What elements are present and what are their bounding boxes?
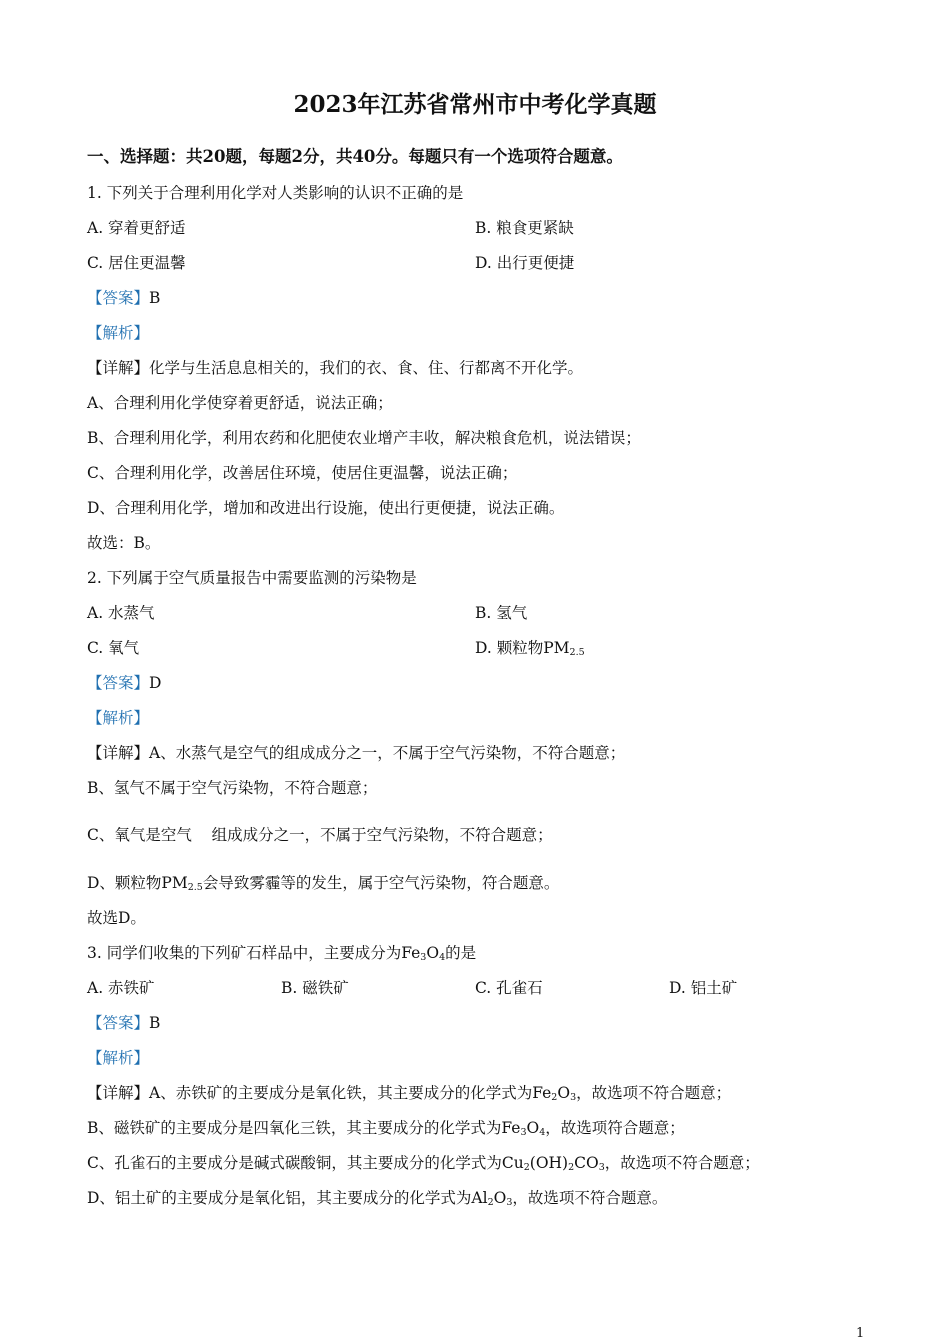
q3-option-c: C. 孔雀石: [475, 979, 543, 997]
q3-stem-post: 的是: [445, 944, 477, 962]
q3-option-d: D. 铝土矿: [669, 979, 738, 997]
q3-stem-sub2: 4: [439, 952, 446, 963]
q2-option-d-sub: 2.5: [569, 647, 585, 658]
answer-tag: 【答案】: [87, 289, 150, 307]
q3-explain-b-sub: 3: [520, 1127, 527, 1138]
q1-answer-value: B: [149, 289, 161, 307]
q2-analysis-tag: 【解析】: [87, 709, 150, 727]
answer-tag: 【答案】: [87, 1014, 150, 1032]
q3-explain-b-o: O: [526, 1119, 540, 1137]
q3-explain-c-sub: 2: [568, 1162, 575, 1173]
page-number: 1: [856, 1326, 865, 1341]
q2-detail-line: [87, 743, 625, 763]
question-3-stem: [87, 943, 476, 963]
q3-explain-b-text: B、磁铁矿的主要成分是四氧化三铁，其主要成分的化学式为Fe: [87, 1119, 521, 1137]
q1-explain-b: B、合理利用化学，利用农药和化肥使农业增产丰收，解决粮食危机，说法错误；: [87, 429, 641, 447]
q1-explain-a: A、合理利用化学使穿着更舒适，说法正确；: [87, 394, 393, 412]
q1-option-c: C. 居住更温馨: [87, 254, 186, 272]
q3-stem-sub1: 3: [420, 952, 427, 963]
q3-detail-tail: ，故选项不符合题意；: [576, 1084, 732, 1102]
q2-explain-d-pre: D、颗粒物PM: [87, 874, 188, 892]
detail-tag: 【详解】: [87, 1084, 150, 1102]
q3-option-a: A. 赤铁矿: [87, 979, 155, 997]
q1-detail-line: [87, 358, 583, 378]
q2-explain-d-post: 会导致雾霾等的发生，属于空气污染物，符合题意。: [202, 874, 560, 892]
q2-answer-value: D: [149, 674, 162, 692]
q3-stem-mid: O: [426, 944, 440, 962]
q2-option-d-text: D. 颗粒物PM: [475, 639, 570, 657]
q3-answer-value: B: [149, 1014, 161, 1032]
q3-explain-b-sub: 4: [539, 1127, 546, 1138]
q1-answer-line: [87, 288, 160, 308]
section-heading: 一、选择题：共20题，每题2分，共40分。每题只有一个选项符合题意。: [87, 147, 623, 166]
q3-explain-d-o: O: [493, 1189, 507, 1207]
q3-detail-line: [87, 1083, 731, 1103]
question-2-stem: 2. 下列属于空气质量报告中需要监测的污染物是: [87, 569, 417, 587]
question-1-stem: 1. 下列关于合理利用化学对人类影响的认识不正确的是: [87, 184, 464, 202]
q1-analysis-tag: 【解析】: [87, 324, 150, 342]
q1-conclusion: 故选：B。: [87, 534, 161, 552]
q3-explain-c-co: CO: [574, 1154, 599, 1172]
q1-option-a: A. 穿着更舒适: [87, 219, 186, 237]
q3-option-b: B. 磁铁矿: [281, 979, 349, 997]
detail-tag: 【详解】: [87, 359, 150, 377]
q1-option-b: B. 粮食更紧缺: [475, 219, 574, 237]
q3-explain-c-tail: ，故选项不符合题意；: [604, 1154, 760, 1172]
q3-explain-b: [87, 1118, 685, 1138]
q1-option-d: D. 出行更便捷: [475, 254, 575, 272]
q3-detail-sub: 3: [570, 1092, 577, 1103]
q3-explain-d-text: D、铝土矿的主要成分是氧化铝，其主要成分的化学式为Al: [87, 1189, 488, 1207]
q3-explain-c: [87, 1153, 760, 1173]
q3-explain-d-tail: ，故选项不符合题意。: [512, 1189, 668, 1207]
q3-explain-c-oh: (OH): [529, 1154, 569, 1172]
answer-tag: 【答案】: [87, 674, 150, 692]
q3-explain-d: [87, 1188, 667, 1208]
q3-detail-text: A、赤铁矿的主要成分是氧化铁，其主要成分的化学式为Fe: [149, 1084, 552, 1102]
q3-explain-d-sub: 3: [506, 1197, 513, 1208]
q1-explain-d: D、合理利用化学，增加和改进出行设施，使出行更便捷，说法正确。: [87, 499, 565, 517]
q1-detail-text: 化学与生活息息相关的，我们的衣、食、住、行都离不开化学。: [149, 359, 584, 377]
detail-tag: 【详解】: [87, 744, 150, 762]
q3-explain-c-sub: 3: [598, 1162, 605, 1173]
q3-analysis-tag: 【解析】: [87, 1049, 150, 1067]
q2-option-c: C. 氧气: [87, 639, 140, 657]
q3-stem-pre: 3. 同学们收集的下列矿石样品中，主要成分为Fe: [87, 944, 421, 962]
q3-answer-line: [87, 1013, 160, 1033]
q3-explain-b-tail: ，故选项符合题意；: [545, 1119, 685, 1137]
q2-option-d: [475, 638, 585, 658]
q2-option-b: B. 氢气: [475, 604, 528, 622]
q2-explain-c: C、氧气是空气 组成成分之一，不属于空气污染物，不符合题意；: [87, 826, 553, 844]
page-title: 2023年江苏省常州市中考化学真题: [293, 91, 657, 118]
q2-answer-line: [87, 673, 161, 693]
q3-explain-c-sub: 2: [523, 1162, 530, 1173]
q2-conclusion: 故选D。: [87, 909, 146, 927]
q2-explain-d-sub: 2.5: [187, 882, 203, 893]
q2-explain-b: B、氢气不属于空气污染物，不符合题意；: [87, 779, 378, 797]
q1-explain-c: C、合理利用化学，改善居住环境，使居住更温馨，说法正确；: [87, 464, 518, 482]
q3-detail-sub: 2: [551, 1092, 558, 1103]
q2-option-a: A. 水蒸气: [87, 604, 155, 622]
q3-explain-c-text: C、孔雀石的主要成分是碱式碳酸铜，其主要成分的化学式为Cu: [87, 1154, 524, 1172]
q2-detail-text: A、水蒸气是空气的组成成分之一，不属于空气污染物，不符合题意；: [149, 744, 626, 762]
q3-explain-d-sub: 2: [487, 1197, 494, 1208]
q3-detail-o: O: [557, 1084, 571, 1102]
q2-explain-d: [87, 873, 559, 893]
